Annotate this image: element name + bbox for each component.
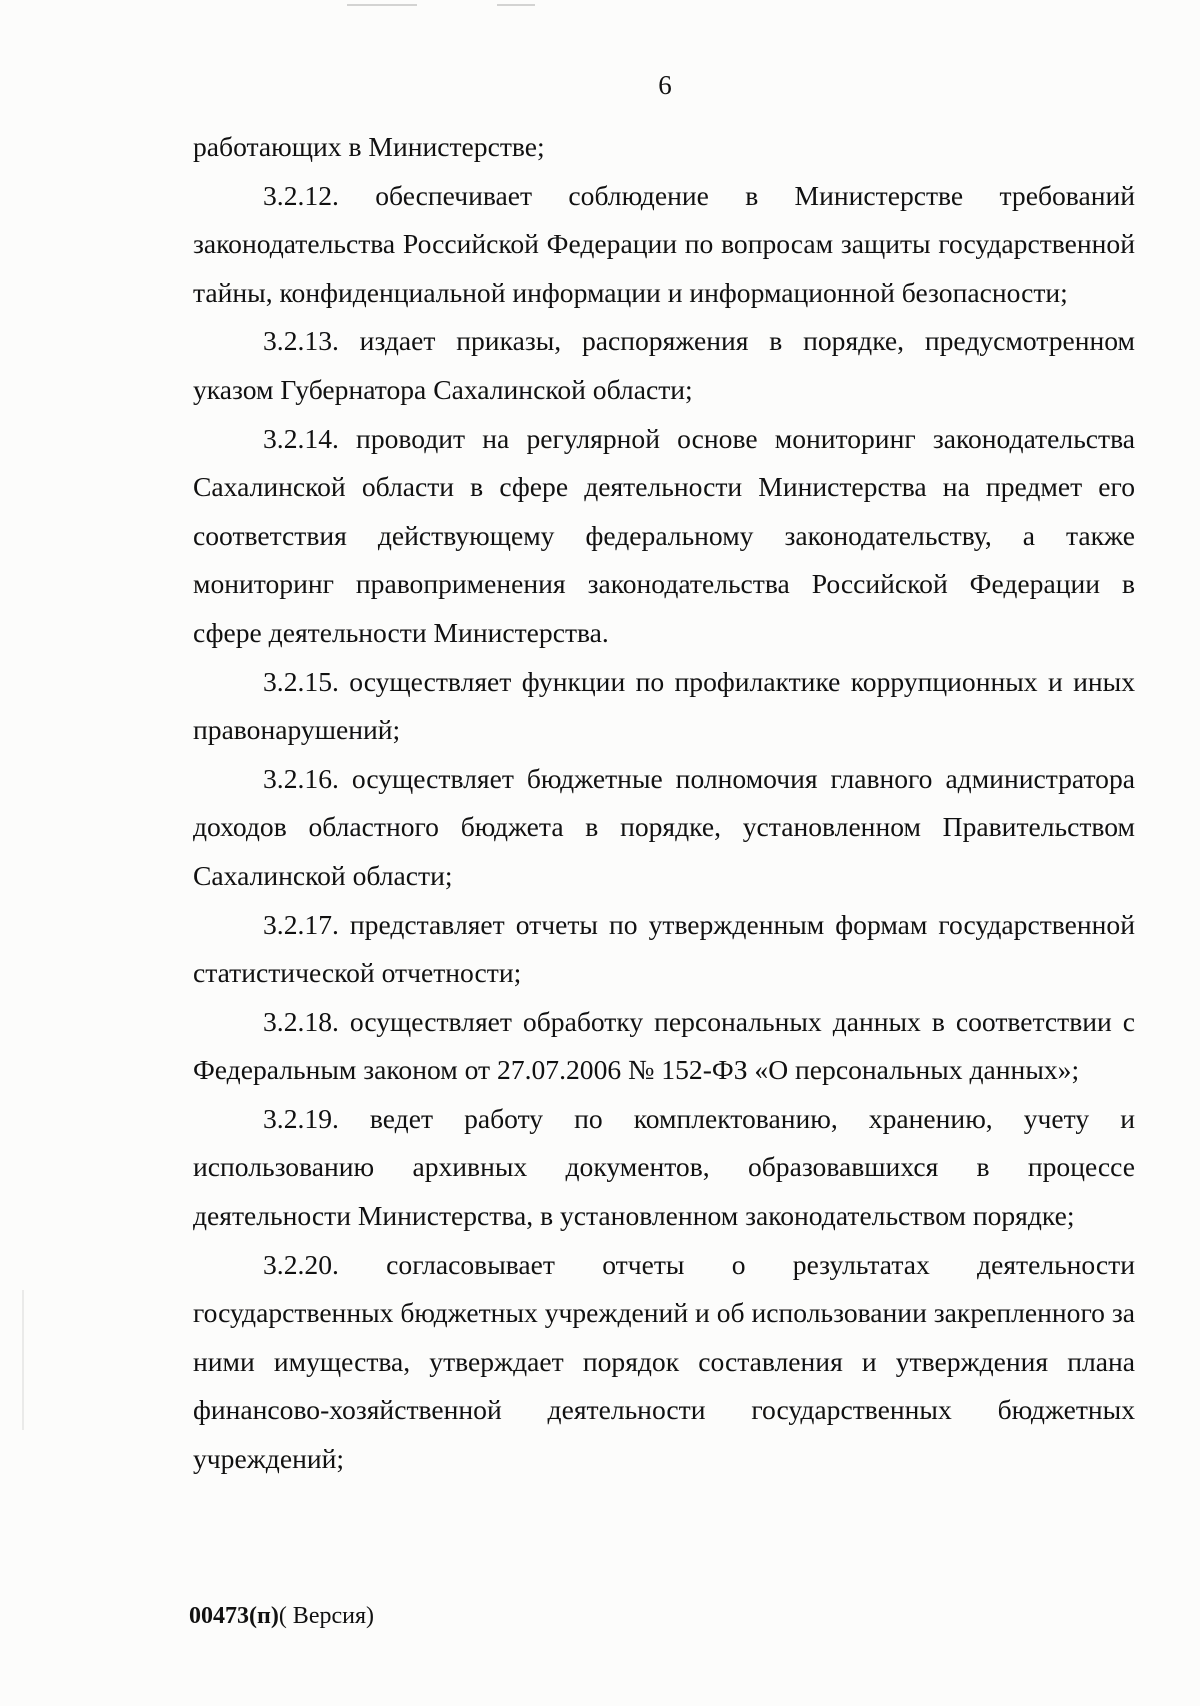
document-code: 00473(п) xyxy=(189,1603,279,1629)
page-number: 6 xyxy=(658,70,672,100)
paragraph-3-2-18: 3.2.18. осуществляет обработку персональных данных в соответствии с Федеральным законом от 27.07.2006 № 152-ФЗ «О персональных данных»; xyxy=(193,1005,1135,1086)
scan-artifact xyxy=(347,4,417,6)
paragraph-3-2-17: 3.2.17. представляет отчеты по утвержденным формам государственной статистической отчетности; xyxy=(193,908,1135,989)
document-version: ( Версия) xyxy=(278,1603,374,1629)
paragraph-3-2-20: 3.2.20. согласовывает отчеты о результатах деятельности государственных бюджетных учреждений и об использовании закрепленного за ними имущества, утверждает порядок составления и утверждения плана финансово-хозяйственной деятельности государственных бюджетных учреждений; xyxy=(193,1248,1135,1475)
paragraph-3-2-14: 3.2.14. проводит на регулярной основе мониторинг законодательства Сахалинской области в сфере деятельности Министерства на предмет его соответствия действующему федеральному законодательству, а также мониторинг правоприменения законодательства Российской Федерации в сфере деятельности Министерства. xyxy=(193,422,1135,648)
paragraph-3-2-13: 3.2.13. издает приказы, распоряжения в порядке, предусмотренном указом Губернатора Сахалинской области; xyxy=(193,325,1135,405)
paragraph-3-2-15: 3.2.15. осуществляет функции по профилактике коррупционных и иных правонарушений; xyxy=(193,665,1135,746)
paragraph-3-2-16: 3.2.16. осуществляет бюджетные полномочия главного администратора доходов областного бюджета в порядке, установленном Правительством Сахалинской области; xyxy=(193,762,1135,891)
scan-artifact xyxy=(497,4,535,6)
paragraph-3-2-12: 3.2.12. обеспечивает соблюдение в Министерстве требований законодательства Российской Федерации по вопросам защиты государственной тайны, конфиденциальной информации и информационной безопасности; xyxy=(193,179,1135,308)
document-body xyxy=(193,123,1135,1484)
paragraph-3-2-19: 3.2.19. ведет работу по комплектованию, хранению, учету и использованию архивных документов, образовавшихся в процессе деятельности Министерства, в установленном законодательством порядке; xyxy=(193,1102,1135,1232)
paragraph-1: работающих в Министерстве; xyxy=(193,131,545,162)
scan-artifact xyxy=(22,1290,24,1430)
document-footer xyxy=(189,1603,374,1630)
